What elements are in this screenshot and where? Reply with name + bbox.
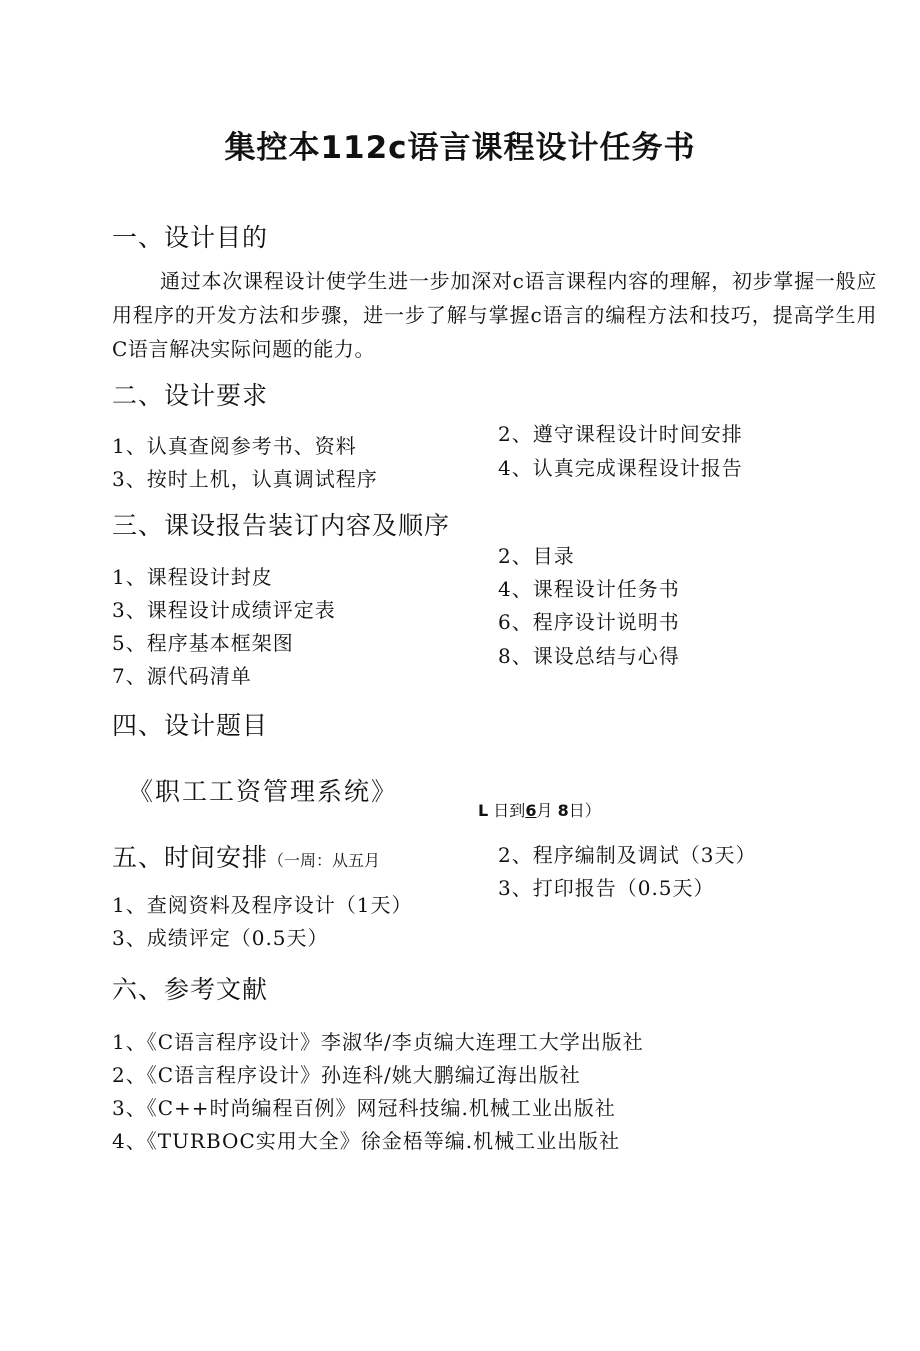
binding-item-clipped: [498, 640, 798, 668]
document-title: 集控本112c语言课程设计任务书: [224, 130, 696, 166]
section-heading-references: 六、参考文献: [112, 975, 269, 1004]
requirement-item-text: 4、认真完成课程设计报告: [498, 456, 743, 480]
reference-item: 1、《C语言程序设计》李淑华/李贞编大连理工大学出版社: [112, 1030, 644, 1054]
section-heading-topic: 四、设计题目: [112, 711, 269, 740]
requirement-item: 1、认真查阅参考书、资料: [112, 434, 357, 458]
schedule-item: 2、程序编制及调试（3天）: [498, 843, 757, 867]
binding-item: 1、课程设计封皮: [112, 565, 273, 589]
schedule-item: 3、成绩评定（0.5天）: [112, 926, 329, 950]
date-range-fragment: [478, 798, 601, 821]
section-heading-binding-order: 三、课设报告装订内容及顺序: [112, 511, 451, 540]
binding-item: 4、课程设计任务书: [498, 577, 680, 601]
purpose-paragraph: 通过本次课程设计使学生进一步加深对c语言课程内容的理解，初步掌握一般应用程序的开发方法和步骤，进一步了解与掌握c语言的编程方法和技巧，提高学生用C语言解决实际问题的能力。: [112, 269, 877, 361]
section-heading-requirements: 二、设计要求: [112, 381, 269, 410]
binding-item-text: 8、课设总结与心得: [498, 644, 680, 668]
date-month: 6: [525, 801, 537, 820]
binding-item: 6、程序设计说明书: [498, 610, 680, 634]
section-heading-schedule: 五、时间安排: [112, 843, 269, 872]
reference-item: 4、《TURBOC实用大全》徐金梧等编.机械工业出版社: [112, 1129, 621, 1153]
date-l: L: [478, 801, 489, 820]
date-day: 8: [557, 801, 569, 820]
schedule-item: 1、查阅资料及程序设计（1天）: [112, 893, 413, 917]
binding-item: 5、程序基本框架图: [112, 631, 294, 655]
binding-item: 2、目录: [498, 544, 575, 568]
requirement-item-clipped: [498, 452, 798, 480]
section-heading-purpose: 一、设计目的: [112, 223, 269, 252]
date-text: 日）: [568, 801, 601, 820]
requirement-item: 3、按时上机，认真调试程序: [112, 467, 378, 491]
date-text: 月: [536, 801, 553, 820]
reference-item: 3、《C++时尚编程百例》网冠科技编.机械工业出版社: [112, 1096, 616, 1120]
reference-item: 2、《C语言程序设计》孙连科/姚大鹏编辽海出版社: [112, 1063, 581, 1087]
design-topic: 《职工工资管理系统》: [128, 777, 399, 806]
binding-item: 7、源代码清单: [112, 664, 252, 688]
section-heading-schedule-line: [112, 838, 380, 874]
binding-item: 3、课程设计成绩评定表: [112, 598, 336, 622]
requirement-item: 2、遵守课程设计时间安排: [498, 422, 743, 446]
schedule-note: （一周：从五月: [268, 851, 381, 870]
schedule-item: 3、打印报告（0.5天）: [498, 876, 715, 900]
date-text: 日到: [493, 801, 526, 820]
